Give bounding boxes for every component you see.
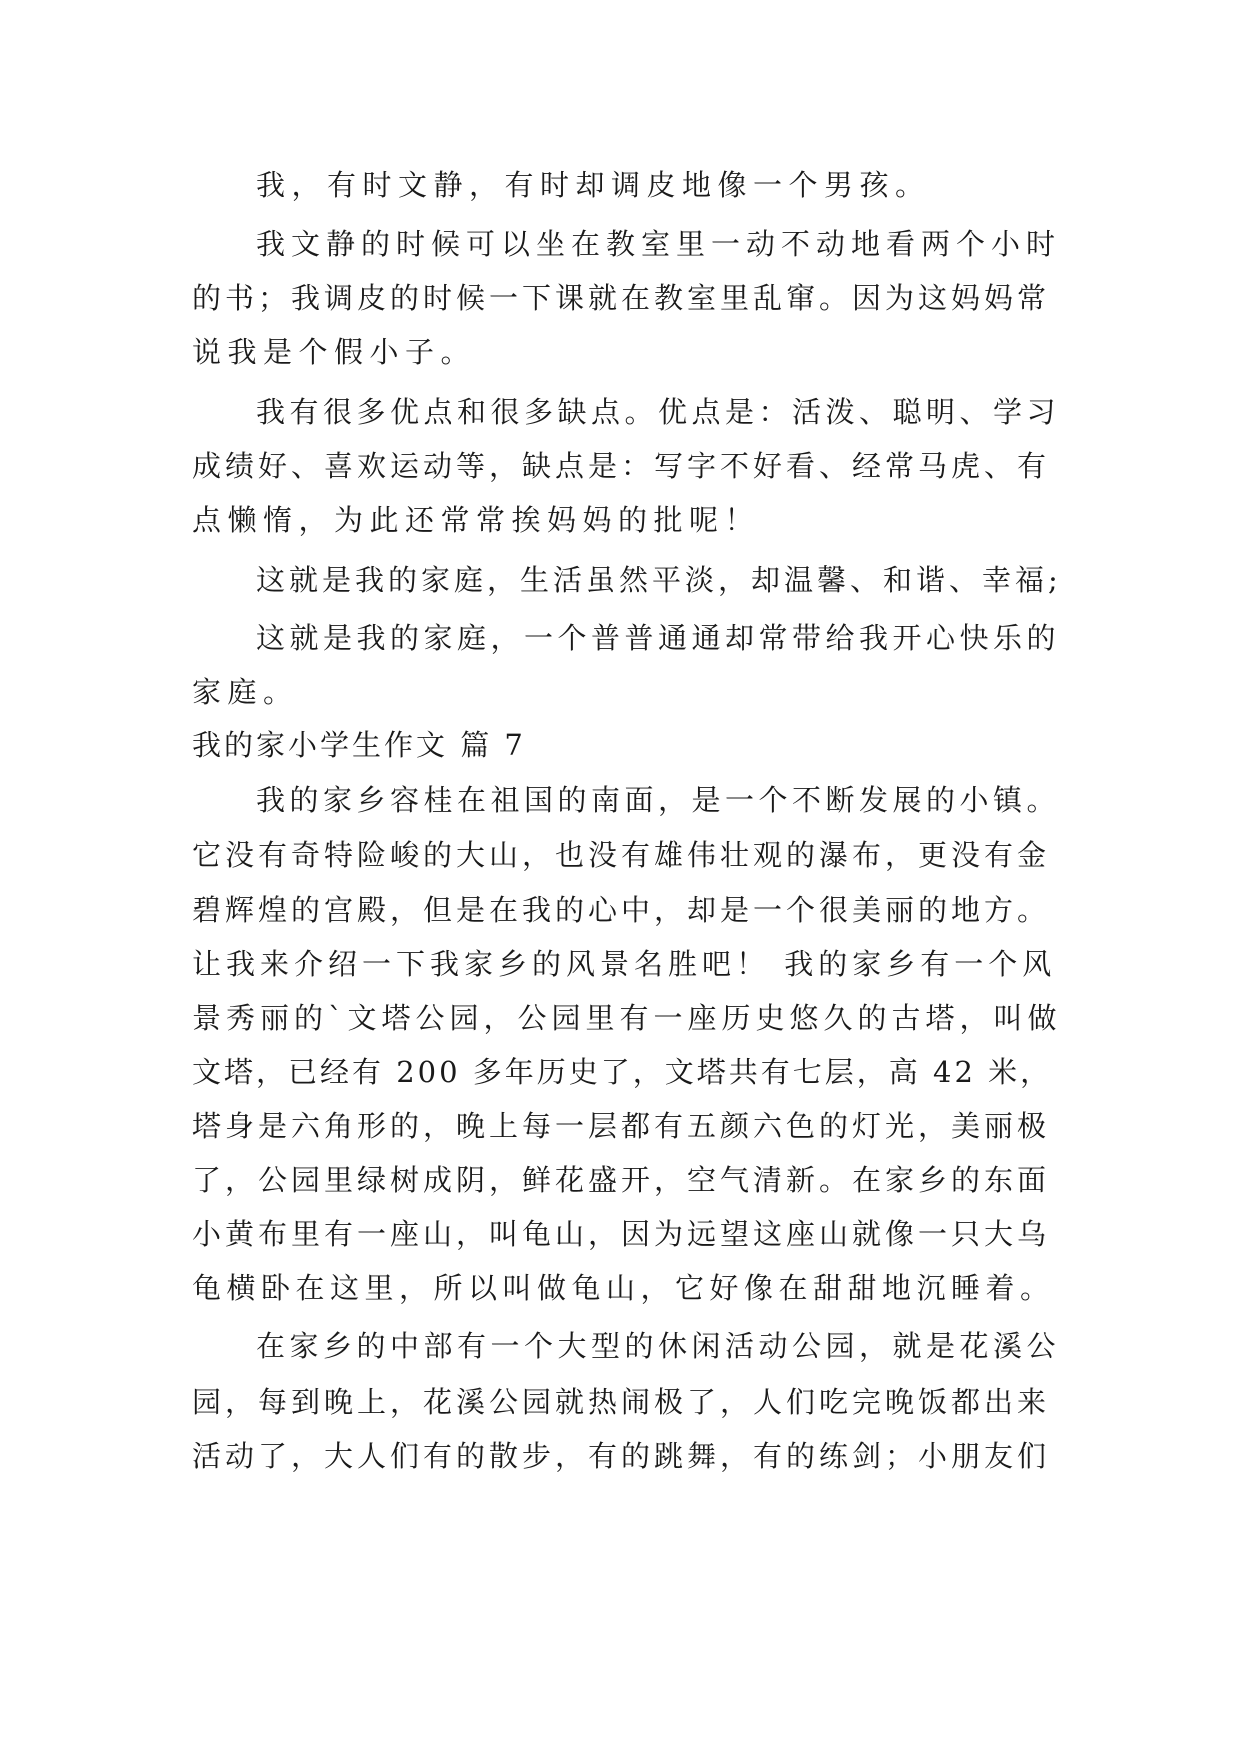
text-line: 说我是个假小子。 [192,335,477,369]
section-heading: 我的家小学生作文 篇 7 [192,728,526,762]
text-line: 我文静的时候可以坐在教室里一动不动地看两个小时 [256,227,1062,261]
text-line: 家庭。 [192,675,299,709]
text-line: 园，每到晚上，花溪公园就热闹极了，人们吃完晚饭都出来 [192,1385,1051,1419]
text-line: 我，有时文静，有时却调皮地像一个男孩。 [256,168,931,202]
text-line: 塔身是六角形的，晚上每一层都有五颜六色的灯光，美丽极 [192,1109,1051,1143]
text-line: 龟横卧在这里，所以叫做龟山，它好像在甜甜地沉睡着。 [192,1271,1055,1305]
text-line: 的书；我调皮的时候一下课就在教室里乱窜。因为这妈妈常 [192,281,1051,315]
text-line: 成绩好、喜欢运动等，缺点是：写字不好看、经常马虎、有 [192,449,1051,483]
text-line: 文塔，已经有 200 多年历史了，文塔共有七层，高 42 米， [192,1055,1053,1089]
text-line: 了，公园里绿树成阴，鲜花盛开，空气清新。在家乡的东面 [192,1163,1051,1197]
text-line: 点懒惰，为此还常常挨妈妈的批呢！ [192,503,761,537]
text-line: 它没有奇特险峻的大山，也没有雄伟壮观的瀑布，更没有金 [192,838,1051,872]
text-line: 让我来介绍一下我家乡的风景名胜吧！ 我的家乡有一个风 [192,947,1057,981]
text-line: 景秀丽的`文塔公园，公园里有一座历史悠久的古塔，叫做 [192,1001,1062,1035]
text-line: 在家乡的中部有一个大型的休闲活动公园，就是花溪公 [256,1329,1061,1363]
text-line: 这就是我的家庭，一个普普通通却常带给我开心快乐的 [256,621,1061,655]
text-line: 我有很多优点和很多缺点。优点是：活泼、聪明、学习 [256,395,1061,429]
text-line: 这就是我的家庭，生活虽然平淡，却温馨、和谐、幸福; [256,563,1062,597]
text-line: 小黄布里有一座山，叫龟山，因为远望这座山就像一只大乌 [192,1217,1051,1251]
text-line: 活动了，大人们有的散步，有的跳舞，有的练剑；小朋友们 [192,1439,1051,1473]
text-line: 我的家乡容桂在祖国的南面，是一个不断发展的小镇。 [256,783,1061,817]
text-line: 碧辉煌的宫殿，但是在我的心中，却是一个很美丽的地方。 [192,893,1051,927]
